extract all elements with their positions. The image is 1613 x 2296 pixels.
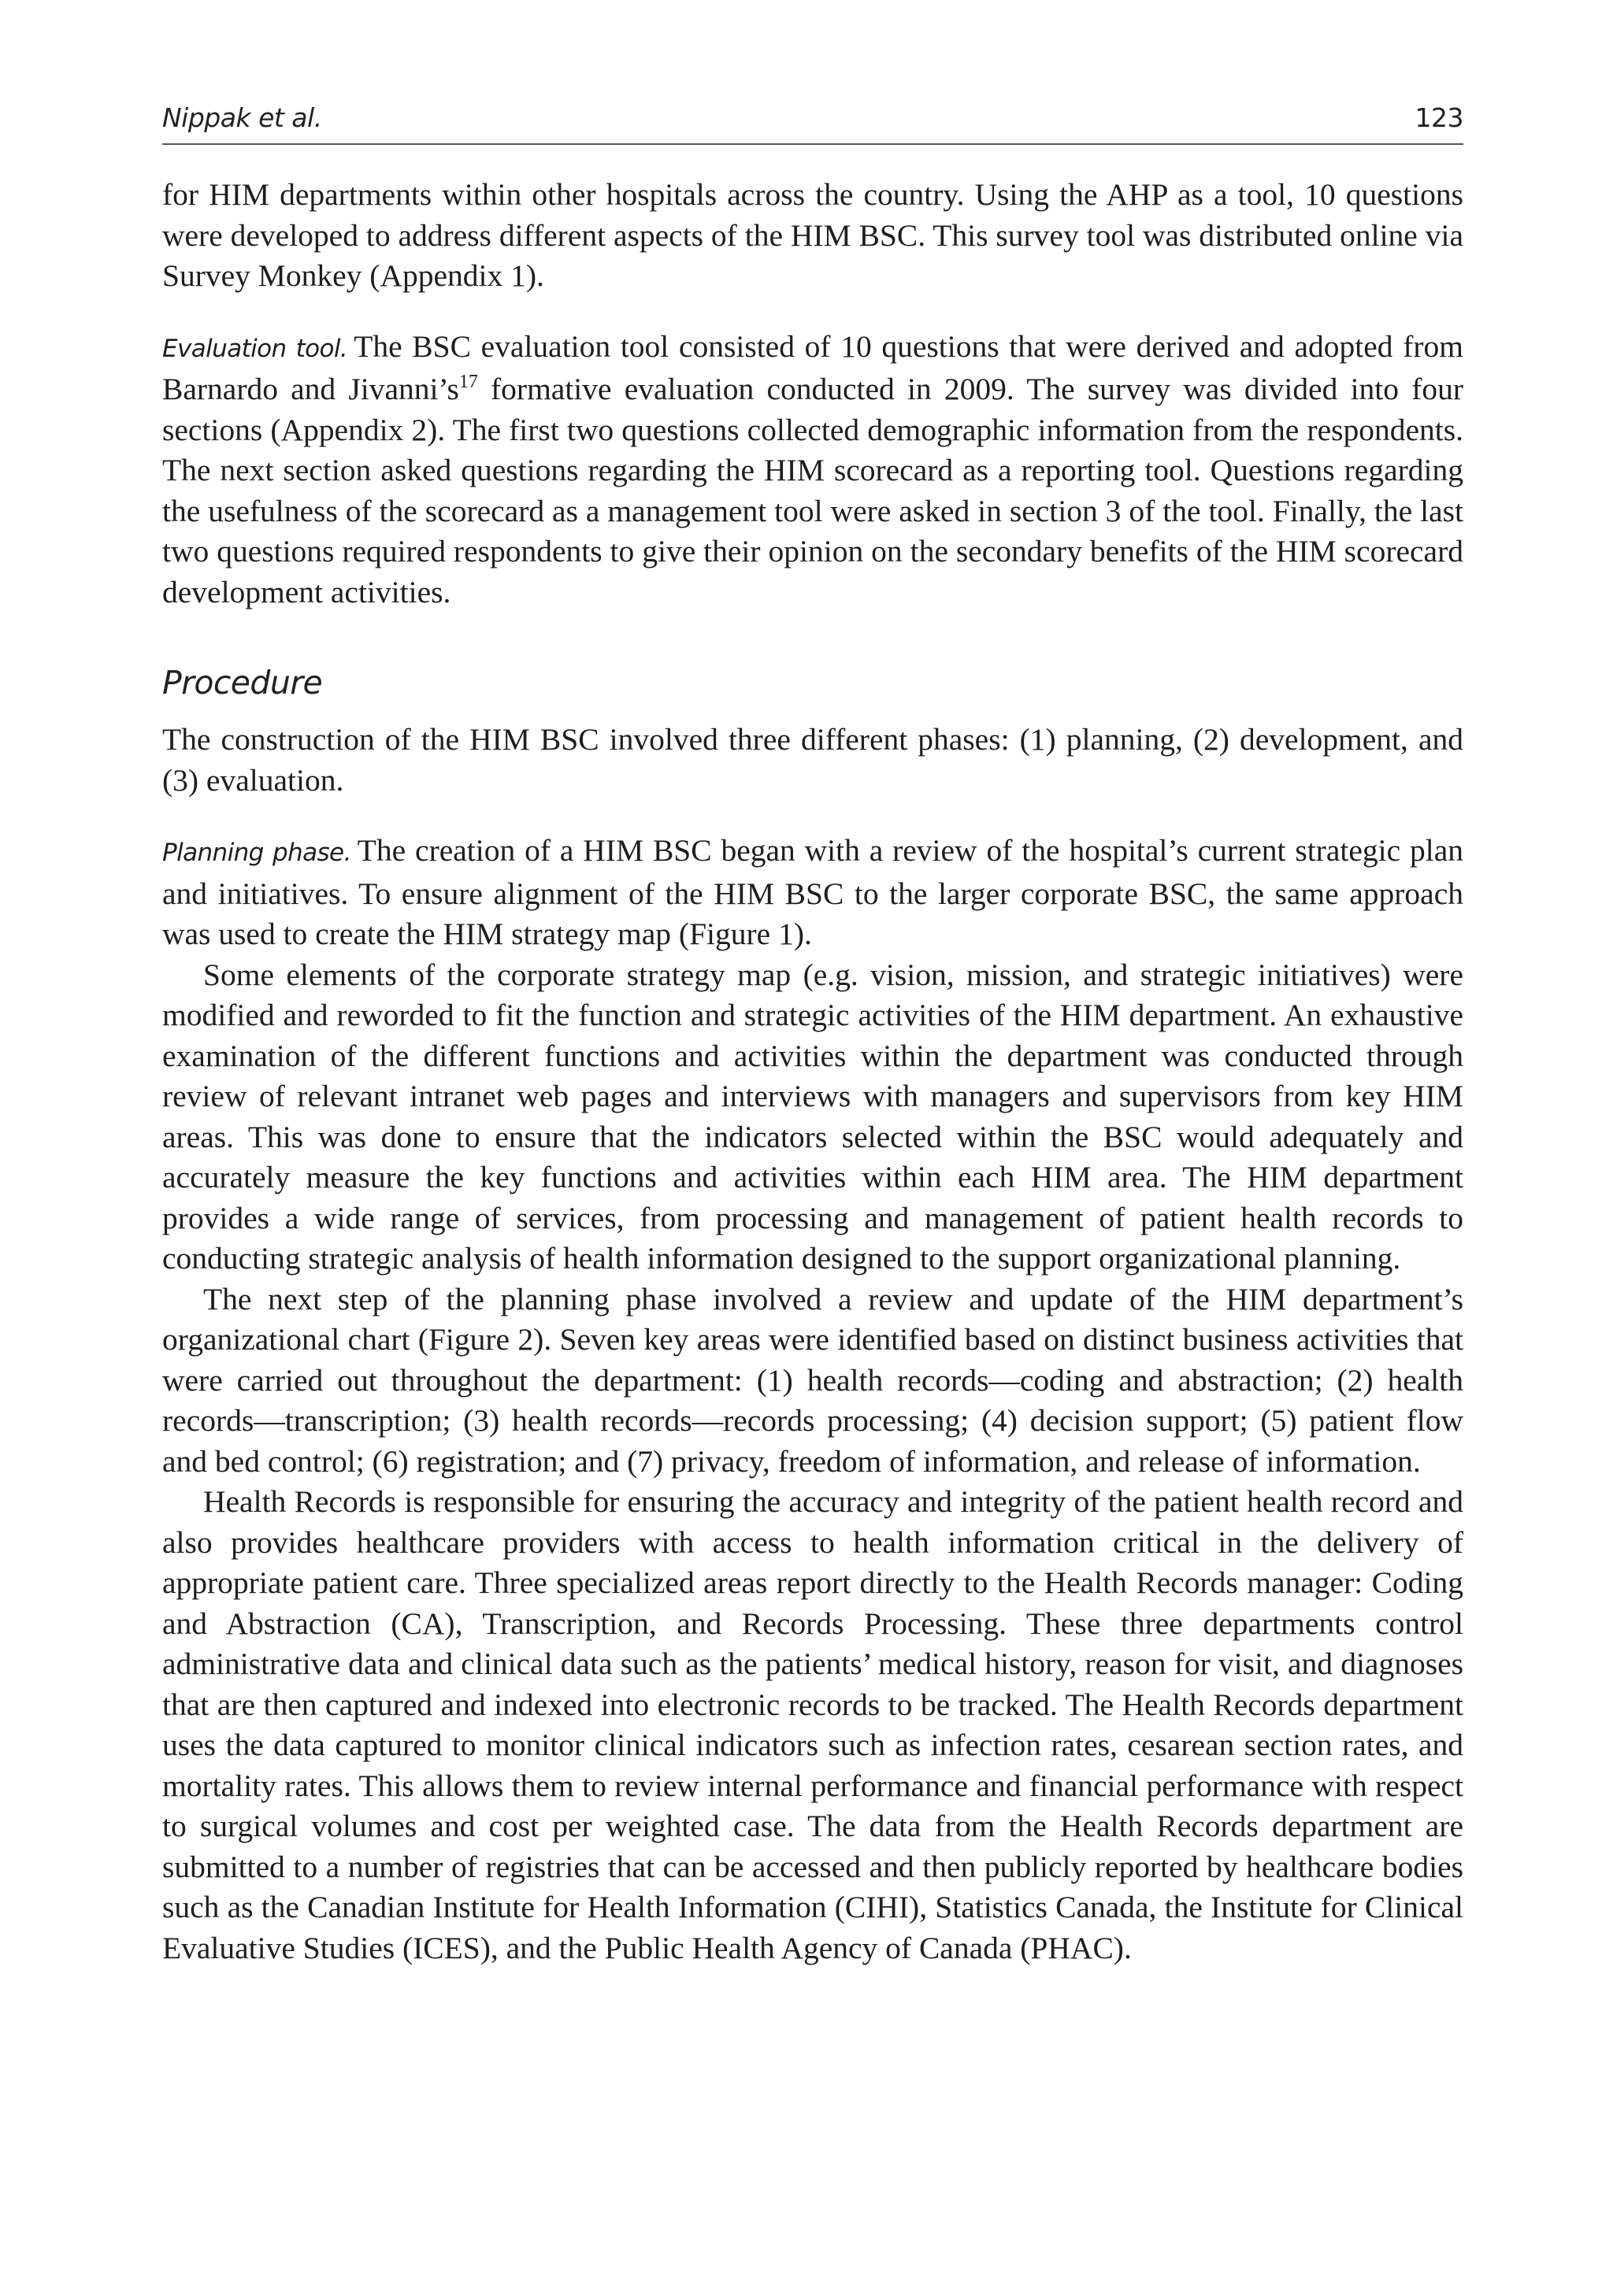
paragraph-planning-phase: [162, 831, 1463, 955]
paragraph-evaluation-tool: [162, 327, 1463, 613]
paragraph-intro: for HIM departments within other hospitals across the country. Using the AHP as a tool, 10 questions were developed to address different aspects of the HIM BSC. This survey tool was distributed online via Survey Monkey (Appendix 1).: [162, 177, 1463, 293]
paragraph-health-records: Health Records is responsible for ensuring the accuracy and integrity of the patient health record and also provides healthcare providers with access to health information critical in the delivery of appropriate patient care. Three specialized areas report directly to the Health Records manager: Coding and Abstraction (CA), Transcription, and Records Processing. These three departments control administrative data and clinical data such as the patients’ medical history, reason for visit, and diagnoses that are then captured and indexed into electronic records to be tracked. The Health Records department uses the data captured to monitor clinical indicators such as infection rates, cesarean section rates, and mortality rates. This allows them to review internal performance and financial performance with respect to surgical volumes and cost per weighted case. The data from the Health Records department are submitted to a number of registries that can be accessed and then publicly reported by healthcare bodies such as the Canadian Institute for Health Information (CIHI), Statistics Canada, the Institute for Clinical Evaluative Studies (ICES), and the Public Health Agency of Canada (PHAC).: [162, 1484, 1463, 1965]
evaluation-tool-text-1: The BSC evaluation tool consisted of 10 questions that were derived and adopted from Barnardo and Jivanni’s: [162, 328, 1463, 406]
page-number: 123: [1415, 102, 1463, 133]
reference-superscript: 17: [458, 372, 478, 392]
evaluation-tool-text-2: formative evaluation conducted in 2009. The survey was divided into four sections (Appendix 2). The first two questions collected demographic information from the respondents. The next section asked questions regarding the HIM scorecard as a reporting tool. Questions regarding the usefulness of the scorecard as a management tool were asked in section 3 of the tool. Finally, the last two questions required respondents to give their opinion on the secondary benefits of the HIM scorecard development activities.: [162, 372, 1464, 609]
subheading-evaluation-tool: Evaluation tool.: [162, 334, 348, 363]
planning-phase-text: The creation of a HIM BSC began with a review of the hospital’s current strategic plan and initiatives. To ensure alignment of the HIM BSC to the larger corporate BSC, the same approach was used to create the HIM strategy map (Figure 1).: [162, 833, 1463, 951]
running-head-authors: Nippak et al.: [162, 102, 322, 133]
paragraph-org-chart: The next step of the planning phase involved a review and update of the HIM department’s organizational chart (Figure 2). Seven key areas were identified based on distinct business activities that were carried out throughout the department: (1) health records—coding and abstraction; (2) health records—transcription; (3) health records—records processing; (4) decision support; (5) patient flow and bed control; (6) registration; and (7) privacy, freedom of information, and release of information.: [162, 1281, 1463, 1479]
section-heading-procedure: Procedure: [162, 664, 323, 702]
running-head: [162, 102, 1463, 145]
paragraph-procedure-intro: The construction of the HIM BSC involved three different phases: (1) planning, (2) development, and (3) evaluation.: [162, 722, 1463, 798]
article-body: [162, 175, 1463, 1968]
paragraph-strategy-map: Some elements of the corporate strategy map (e.g. vision, mission, and strategic initiatives) were modified and reworded to fit the function and strategic activities of the HIM department. An exhaustive examination of the different functions and activities within the department was conducted through review of relevant intranet web pages and interviews with managers and supervisors from key HIM areas. This was done to ensure that the indicators selected within the BSC would adequately and accurately measure the key functions and activities within each HIM area. The HIM department provides a wide range of services, from processing and management of patient health records to conducting strategic analysis of health information designed to the support organizational planning.: [162, 957, 1463, 1276]
subheading-planning-phase: Planning phase.: [162, 839, 351, 867]
journal-page: [162, 102, 1463, 1968]
